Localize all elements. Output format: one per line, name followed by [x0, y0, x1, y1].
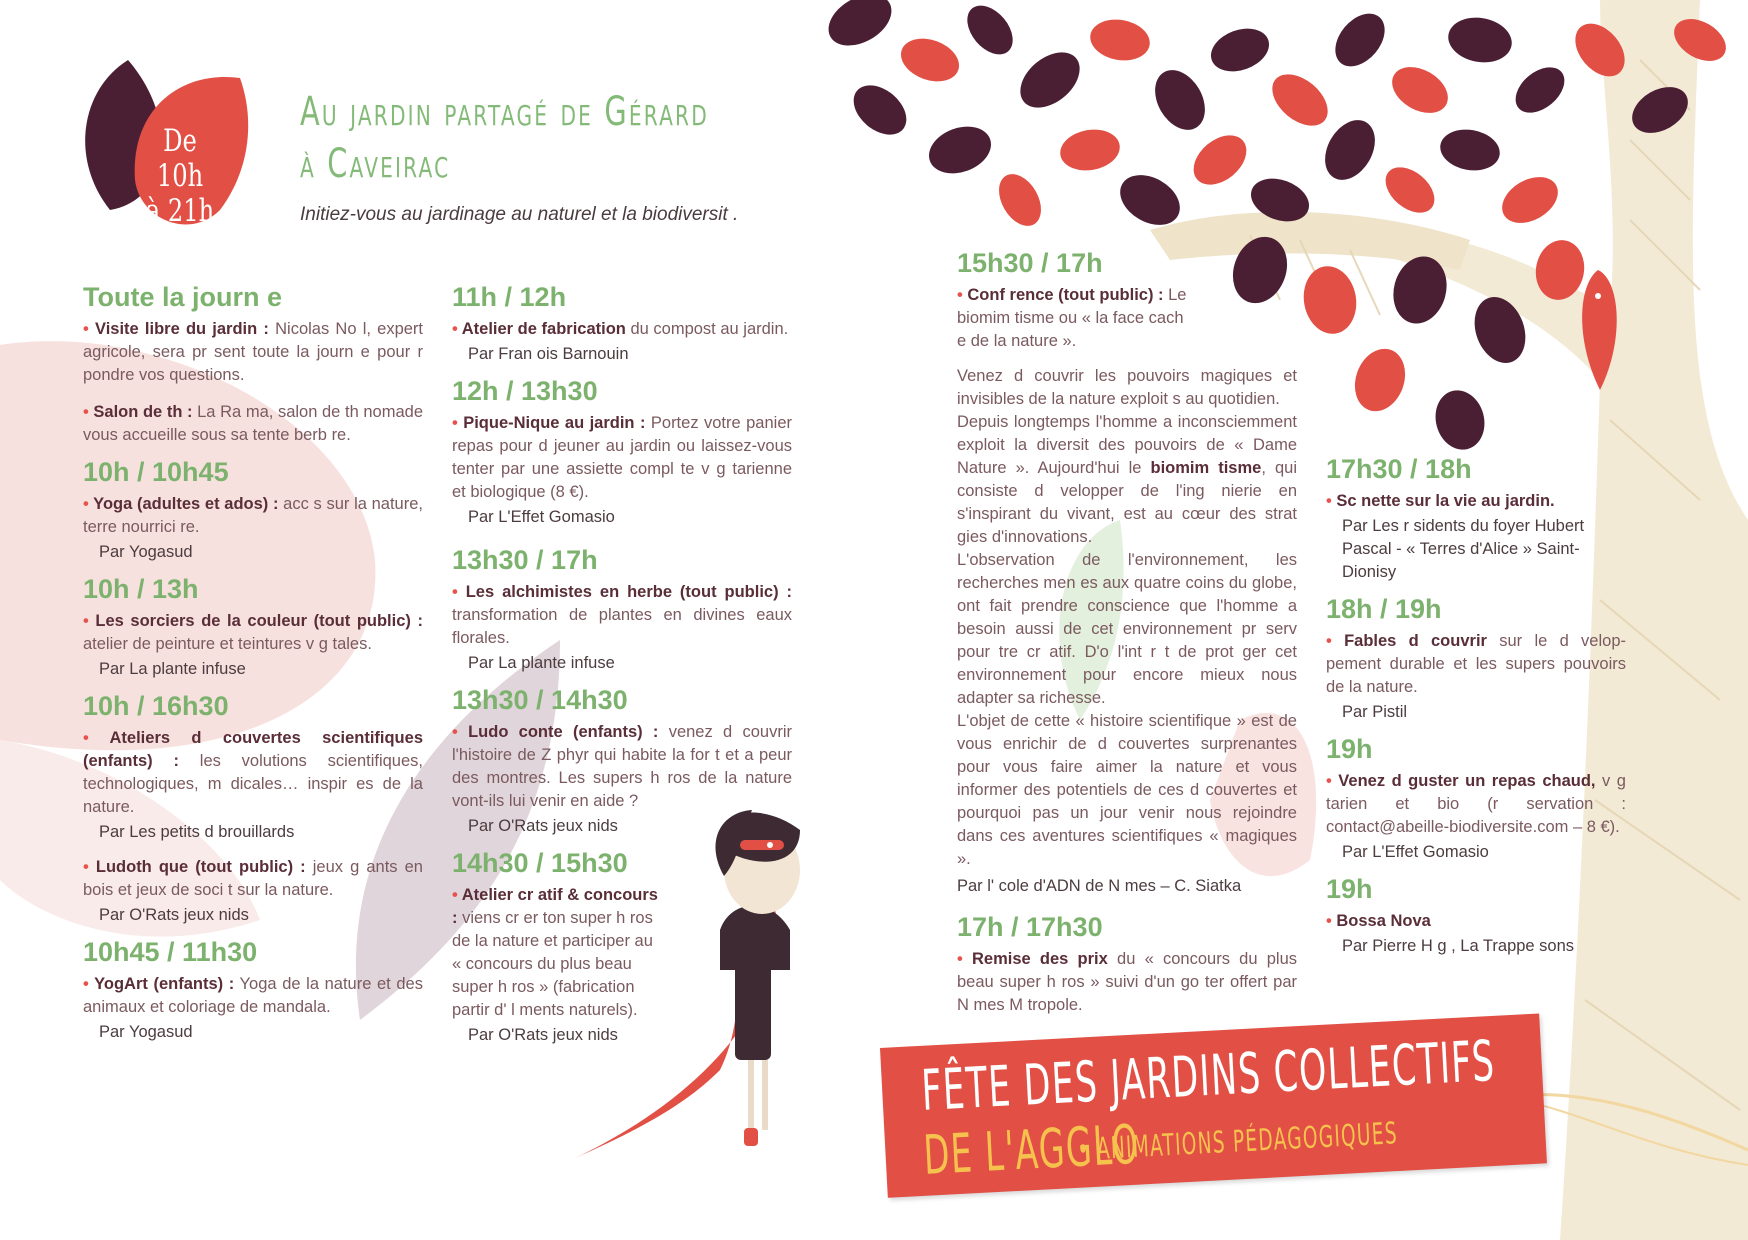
event-title: YogArt (enfants) : — [94, 975, 235, 993]
event-description: La Ra ma, salon de th nomade vous accueille sous sa tente berb re. — [83, 403, 423, 444]
time-heading: 17h30 / 18h — [1326, 454, 1472, 484]
event-organizer: Par O'Rats jeux nids — [468, 817, 618, 835]
event-organizer: Par Yogasud — [99, 1023, 193, 1041]
time-heading: 10h45 / 11h30 — [83, 937, 258, 967]
time-heading: 15h30 / 17h — [957, 248, 1103, 278]
event-item: • Ludoth que (tout public) : jeux g ants en bois et jeux de soci t sur la nature. — [83, 858, 423, 899]
event-organizer: Par l' cole d'ADN de N mes – C. Siatka — [957, 877, 1242, 895]
event-title: Ateliers d couvertes scientifiques (enfants) : — [83, 729, 423, 770]
event-item: • Atelier de fabrication du compost au jardin. — [452, 320, 789, 338]
event-title: Remise des prix — [972, 950, 1108, 968]
event-organizer: Par Yogasud — [99, 543, 193, 561]
event-description: Portez votre panier repas pour d jeuner au jardin ou laissez-vous tenter par une assiette compl te v g tarienne et biologique (8 €). — [452, 414, 792, 501]
event-description: atelier de peinture et teintures v g tales. — [83, 635, 372, 653]
event-title: Atelier de fabrication — [461, 320, 626, 338]
time-heading: 10h / 13h — [83, 574, 199, 604]
event-title: Visite libre du jardin : — [94, 320, 269, 338]
event-description: venez d couvrir l'histoire de Z phyr qui habite la for t et a peur des montres. Les supers h ros de la nature vont-ils lui venir en aide ? — [452, 723, 792, 810]
schedule-column-3 — [957, 246, 1297, 1017]
event-description: viens cr er ton super h ros de la nature et participer au « concours du plus beau super h ros » (fabrication partir d' l ments naturels). — [452, 909, 653, 1019]
event-item: • Les sorciers de la couleur (tout public) : atelier de peinture et teintures v g tales. — [83, 612, 423, 653]
event-item: • Venez d guster un repas chaud, v g tarien et bio (r servation : contact@abeille-biodiversite.com – 8 €). — [1326, 772, 1626, 836]
event-title: Venez d guster un repas chaud, — [1338, 772, 1596, 790]
event-item: • Sc nette sur la vie au jardin. — [1326, 492, 1555, 510]
event-title: Les alchimistes en herbe (tout public) : — [465, 583, 792, 601]
event-description: du compost au jardin. — [625, 320, 789, 338]
time-heading: 11h / 12h — [452, 282, 567, 312]
time-heading: Toute la journ e — [83, 282, 283, 312]
event-description: acc s sur la nature, terre nourrici re. — [83, 495, 423, 536]
event-item: • Conf rence (tout public) : Le biomim tisme ou « la face cach e de la nature ». — [957, 286, 1187, 350]
event-title: Salon de th : — [93, 403, 193, 421]
event-organizer: Par L'Effet Gomasio — [468, 508, 615, 526]
event-item: • Yoga (adultes et ados) : acc s sur la nature, terre nourrici re. — [83, 495, 423, 536]
event-description: les volutions scientifiques, technologiques, m dicales… inspir es de la nature. — [83, 752, 423, 816]
event-item: • Remise des prix du « concours du plus beau super h ros » suivi d'un go ter offert par N mes M tropole. — [957, 950, 1297, 1014]
time-heading: 10h / 16h30 — [83, 691, 229, 721]
schedule-column-1 — [83, 272, 423, 1044]
event-title: Pique-Nique au jardin : — [463, 414, 646, 432]
event-item: • Visite libre du jardin : Nicolas No l, expert agricole, sera pr sent toute la journ e pour r pondre vos questions. — [83, 320, 424, 384]
event-organizer: Par La plante infuse — [468, 654, 615, 672]
event-description: sur le d velop-pement durable et les supers pouvoirs de la nature. — [1326, 632, 1626, 696]
time-heading: 17h / 17h30 — [957, 912, 1103, 942]
event-organizer: Par L'Effet Gomasio — [1342, 843, 1489, 861]
event-organizer: Par Les r sidents du foyer Hubert Pascal - « Terres d'Alice » Saint-Dionisy — [1342, 517, 1585, 581]
title-line1: Au jardin partagé de Gérard — [300, 89, 709, 135]
event-title: Conf rence (tout public) : — [967, 286, 1164, 304]
time-badge — [141, 124, 219, 229]
page-subtitle: Initiez-vous au jardinage au naturel et la biodiversit . — [300, 204, 739, 225]
time-heading: 19h — [1326, 734, 1373, 764]
event-organizer: Par Pierre H g , La Trappe sons — [1342, 937, 1575, 955]
event-item: • Bossa Nova — [1326, 912, 1431, 930]
paragraph: Depuis longtemps l'homme a inconsciemment exploit la diversit des pouvoirs de « Dame Nature ». Aujourd'hui le biomim tisme, qui consiste d velopper de l'ing nierie en s'inspirant du vivant, est au cœur des strat gies d'innovations. — [957, 413, 1298, 546]
event-title: Ludoth que (tout public) : — [95, 858, 306, 876]
tag-agglo: DE L'AGGLO — [922, 1112, 1141, 1187]
event-item: • Ludo conte (enfants) : venez d couvrir l'histoire de Z phyr qui habite la for t et a peur des montres. Les supers h ros de la nature vont-ils lui venir en aide ? — [452, 723, 792, 810]
event-organizer: Par Fran ois Barnouin — [468, 345, 629, 363]
lecture-details — [957, 365, 1297, 898]
event-title: Atelier cr atif & concours : — [452, 886, 658, 927]
event-organizer: Par Pistil — [1342, 703, 1408, 721]
paragraph: L'observation de l'environnement, les recherches men es aux quatre coins du globe, ont fait prendre conscience que l'homme a besoin aussi de cet environnement pr serv pour tre cr atif. D'o l'int r t de prot ger cet environnement pour encore mieux nous adapter sa richesse. — [957, 551, 1297, 707]
event-item: • Atelier cr atif & concours : viens cr er ton super h ros de la nature et participer au « concours du plus beau super h ros » (fabrication partir d' l ments naturels). — [452, 886, 658, 1019]
event-description: v g tarien et bio (r servation : contact@abeille-biodiversite.com – 8 €). — [1326, 772, 1626, 836]
event-item: • Les alchimistes en herbe (tout public) : transformation de plantes en divines eaux florales. — [452, 583, 792, 647]
event-description: jeux g ants en bois et jeux de soci t sur la nature. — [83, 858, 423, 899]
event-description: Nicolas No l, expert agricole, sera pr sent toute la journ e pour r pondre vos questions. — [83, 320, 424, 384]
event-item: • Pique-Nique au jardin : Portez votre panier repas pour d jeuner au jardin ou laissez-vous tenter par une assiette compl te v g tarienne et biologique (8 €). — [452, 414, 792, 501]
tag-animations: • ANIMATIONS PÉDAGOGIQUES — [1077, 1116, 1400, 1168]
paragraph: Venez d couvrir les pouvoirs magiques et invisibles de la nature exploit s au quotidien. — [957, 367, 1297, 408]
event-description: transformation de plantes en divines eaux florales. — [452, 606, 792, 647]
event-description: Yoga de la nature et des animaux et coloriage de mandala. — [83, 975, 423, 1016]
time-heading: 14h30 / 15h30 — [452, 848, 628, 878]
event-item: • Ateliers d couvertes scientifiques (enfants) : les volutions scientifiques, technologiques, m dicales… inspir es de la nature. — [83, 729, 423, 816]
event-description: du « concours du plus beau super h ros » suivi d'un go ter offert par N mes M tropole. — [957, 950, 1297, 1014]
title-line2: à Caveirac — [300, 141, 451, 187]
event-title: Fables d couvrir — [1344, 632, 1487, 650]
badge-line2: à 21h — [145, 193, 215, 229]
tag-title: FÊTE DES JARDINS COLLECTIFS — [919, 1028, 1497, 1124]
time-heading: 10h / 10h45 — [83, 457, 229, 487]
highlighted-term: biomim tisme — [1150, 459, 1262, 477]
event-organizer: Par O'Rats jeux nids — [468, 1026, 618, 1044]
time-heading: 13h30 / 17h — [452, 545, 598, 575]
time-heading: 12h / 13h30 — [452, 376, 598, 406]
event-description: Le biomim tisme ou « la face cach e de la nature ». — [957, 286, 1187, 350]
badge-line1: De 10h — [156, 123, 204, 194]
time-heading: 19h — [1326, 874, 1373, 904]
event-title: Bossa Nova — [1336, 912, 1431, 930]
time-heading: 13h30 / 14h30 — [452, 685, 628, 715]
event-organizer: Par La plante infuse — [99, 660, 246, 678]
event-item: • Salon de th : La Ra ma, salon de th nomade vous accueille sous sa tente berb re. — [83, 403, 423, 444]
schedule-column-2 — [452, 272, 792, 1047]
event-title: Yoga (adultes et ados) : — [93, 495, 279, 513]
event-organizer: Par Les petits d brouillards — [99, 823, 295, 841]
page-title — [300, 86, 709, 190]
event-item: • YogArt (enfants) : Yoga de la nature et des animaux et coloriage de mandala. — [83, 975, 423, 1016]
time-heading: 18h / 19h — [1326, 594, 1442, 624]
event-title: Ludo conte (enfants) : — [468, 723, 659, 741]
schedule-column-4 — [1326, 452, 1626, 958]
event-item: • Fables d couvrir sur le d velop-pement durable et les supers pouvoirs de la nature. — [1326, 632, 1626, 696]
event-organizer: Par O'Rats jeux nids — [99, 906, 249, 924]
paragraph: L'objet de cette « histoire scientifique » est de vous enrichir de d couvertes surprenantes pour vous faire aimer la nature et vous informer des potentiels de ces d couvertes et pourquoi pas un jour venir nous rejoindre dans ces aventures scientifiques « magiques ». — [957, 712, 1297, 868]
event-title: Sc nette sur la vie au jardin. — [1336, 492, 1555, 510]
event-title: Les sorciers de la couleur (tout public) : — [95, 612, 423, 630]
